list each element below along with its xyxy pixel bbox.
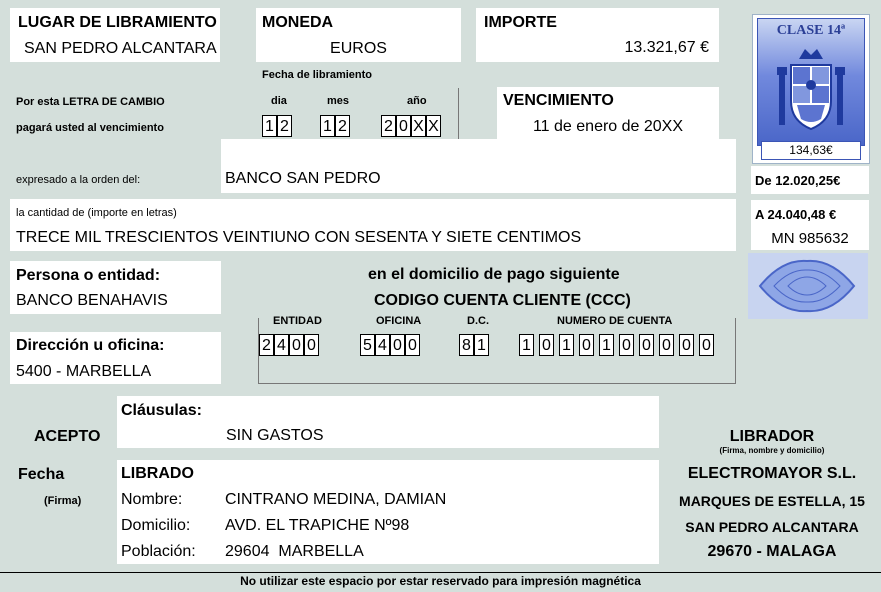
- nombre-label: Nombre:: [121, 491, 183, 508]
- domicilio-value[interactable]: AVD. EL TRAPICHE Nº98: [225, 517, 410, 534]
- librado-box: [117, 460, 659, 564]
- vencimiento-value[interactable]: 11 de enero de 20XX: [532, 118, 684, 135]
- fecha-label: Fecha: [18, 466, 65, 483]
- ccc-title: CODIGO CUENTA CLIENTE (CCC): [374, 292, 631, 309]
- seal-area: [748, 253, 868, 319]
- ornament-seal-icon: [752, 257, 862, 315]
- oficina-digit[interactable]: 0: [405, 334, 420, 356]
- oficina-label: OFICINA: [376, 315, 422, 327]
- stamp-price: 134,63€: [761, 141, 861, 160]
- stamp-serial-box: [751, 228, 869, 250]
- cuenta-digit[interactable]: 0: [639, 334, 654, 356]
- oficina-digit[interactable]: 4: [375, 334, 390, 356]
- domicilio-label: Domicilio:: [121, 517, 191, 534]
- magnetic-band-rule: [0, 572, 881, 573]
- entidad-digit[interactable]: 4: [274, 334, 289, 356]
- clausulas-box: [117, 396, 659, 448]
- cantidad-box: [10, 199, 736, 251]
- vencimiento-box: [497, 87, 719, 139]
- orden-value[interactable]: BANCO SAN PEDRO: [225, 170, 381, 187]
- cantidad-label: la cantidad de (importe en letras): [16, 207, 177, 219]
- librador-city: SAN PEDRO ALCANTARA: [685, 519, 859, 535]
- cuenta-digit[interactable]: 1: [599, 334, 614, 356]
- dia-digit[interactable]: 2: [277, 115, 292, 137]
- orden-label: expresado a la orden del:: [16, 174, 141, 186]
- nombre-value[interactable]: CINTRANO MEDINA, DAMIAN: [225, 491, 447, 508]
- domicilio-pago-line1: en el domicilio de pago siguiente: [368, 266, 620, 283]
- ccc-right-rule: [735, 318, 736, 384]
- direccion-label: Dirección u oficina:: [16, 337, 165, 354]
- importe-value[interactable]: 13.321,67 €: [624, 39, 709, 56]
- librador-postal: 29670 - MALAGA: [707, 543, 837, 560]
- cuenta-digit[interactable]: 0: [699, 334, 714, 356]
- entidad-digit[interactable]: 2: [259, 334, 274, 356]
- date-divider: [458, 88, 459, 140]
- stamp-range-to: A 24.040,48 €: [755, 207, 837, 222]
- oficina-digit[interactable]: 5: [360, 334, 375, 356]
- librador-sub: (Firma, nombre y domicilio): [719, 446, 825, 455]
- cantidad-value[interactable]: TRECE MIL TRESCIENTOS VEINTIUNO CON SESENTA Y SIETE CENTIMOS: [16, 229, 582, 246]
- poblacion-label: Población:: [121, 543, 196, 560]
- letra-line1: Por esta LETRA DE CAMBIO: [16, 96, 165, 108]
- vencimiento-label: VENCIMIENTO: [503, 92, 614, 109]
- anio-label: año: [407, 95, 427, 107]
- moneda-value[interactable]: EUROS: [330, 40, 387, 57]
- direccion-box: [10, 332, 221, 384]
- entidad-digit[interactable]: 0: [304, 334, 319, 356]
- fecha-libramiento-label: Fecha de libramiento: [262, 69, 373, 81]
- letra-line2: pagará usted al vencimiento: [16, 122, 164, 134]
- anio-digit[interactable]: 0: [396, 115, 411, 137]
- persona-value[interactable]: BANCO BENAHAVIS: [16, 292, 168, 309]
- cuenta-label: NUMERO DE CUENTA: [557, 315, 673, 327]
- orden-box: [221, 139, 736, 193]
- cuenta-digit[interactable]: 1: [519, 334, 534, 356]
- dc-label: D.C.: [467, 315, 489, 327]
- dia-label: dia: [271, 95, 287, 107]
- firma-label: (Firma): [44, 495, 82, 507]
- librador-address: MARQUES DE ESTELLA, 15: [679, 493, 865, 509]
- importe-box: [476, 8, 719, 62]
- lugar-label: LUGAR DE LIBRAMIENTO: [18, 14, 217, 31]
- librador-label: LIBRADOR: [729, 428, 815, 445]
- stamp-range-from: De 12.020,25€: [755, 173, 841, 188]
- stamp-clase: CLASE 14ª: [776, 23, 846, 38]
- anio-digit[interactable]: 2: [381, 115, 396, 137]
- cuenta-digit[interactable]: 0: [579, 334, 594, 356]
- persona-box: [10, 261, 221, 314]
- cuenta-digit[interactable]: 1: [559, 334, 574, 356]
- cuenta-digit[interactable]: 0: [539, 334, 554, 356]
- mes-digit[interactable]: 1: [320, 115, 335, 137]
- stamp-range-to-box: [751, 200, 869, 228]
- cuenta-digit[interactable]: 0: [619, 334, 634, 356]
- dc-digit[interactable]: 1: [474, 334, 489, 356]
- librador-name: ELECTROMAYOR S.L.: [687, 465, 857, 482]
- clausulas-label: Cláusulas:: [121, 402, 202, 419]
- clausulas-value[interactable]: SIN GASTOS: [226, 427, 324, 444]
- moneda-label: MONEDA: [262, 14, 334, 31]
- revenue-stamp: [752, 14, 870, 164]
- stamp-range-from-box: [751, 166, 869, 194]
- librado-label: LIBRADO: [121, 465, 194, 482]
- acepto-label: ACEPTO: [34, 428, 101, 445]
- cuenta-digit[interactable]: 0: [659, 334, 674, 356]
- dc-digit[interactable]: 8: [459, 334, 474, 356]
- mes-label: mes: [327, 95, 350, 107]
- mes-digit[interactable]: 2: [335, 115, 350, 137]
- magnetic-band-note: No utilizar este espacio por estar reservado para impresión magnética: [240, 574, 641, 588]
- stamp-serial: MN 985632: [771, 230, 849, 247]
- coat-of-arms-icon: [775, 45, 847, 135]
- moneda-box: [256, 8, 461, 62]
- importe-label: IMPORTE: [484, 14, 557, 31]
- lugar-box: [10, 8, 220, 62]
- entidad-label: ENTIDAD: [273, 315, 322, 327]
- direccion-value[interactable]: 5400 - MARBELLA: [16, 363, 152, 380]
- dia-digit[interactable]: 1: [262, 115, 277, 137]
- oficina-digit[interactable]: 0: [390, 334, 405, 356]
- entidad-digit[interactable]: 0: [289, 334, 304, 356]
- anio-digit[interactable]: X: [426, 115, 441, 137]
- ccc-bottom-rule: [258, 383, 736, 384]
- persona-label: Persona o entidad:: [16, 267, 161, 284]
- lugar-value[interactable]: SAN PEDRO ALCANTARA: [24, 40, 217, 57]
- anio-digit[interactable]: X: [411, 115, 426, 137]
- cuenta-digit[interactable]: 0: [679, 334, 694, 356]
- poblacion-value[interactable]: 29604 MARBELLA: [225, 543, 364, 560]
